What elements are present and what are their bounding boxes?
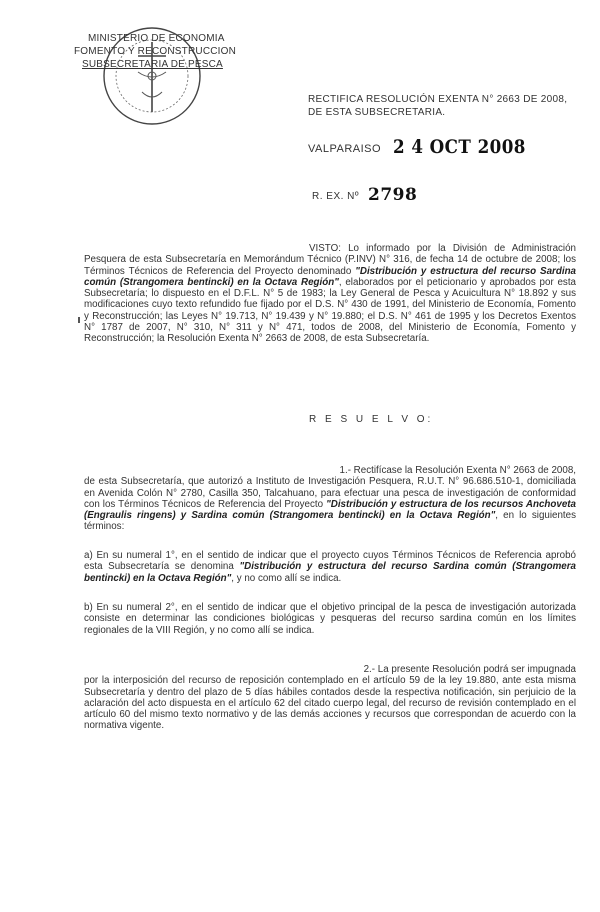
item-2-paragraph: 2.- La presente Resolución podrá ser impugnada por la interposición del recurso de reposición contemplado en el artículo 59 de la ley 19.880, ante esta misma Subsecretaría y dentro del plazo de 5 días hábiles contados desde la respectiva notificación, sin perjuicio de la aclaración del acto dispuesta en el artículo 62 del citado cuerpo legal, del recurso de revisión contemplado en el artículo 60 del mismo texto normativo y de las demás acciones y recursos que correspondan de acuerdo con la normativa vigente. (84, 664, 576, 732)
resolution-subject: RECTIFICA RESOLUCIÓN EXENTA N° 2663 DE 2008, DE ESTA SUBSECRETARIA. (308, 94, 568, 118)
visto-project-title: "Distribución y estructura del recurso Sardina común (Strangomera bentincki) en la Octava Región" (84, 265, 576, 288)
rex-number: 2798 (368, 185, 418, 205)
item-1-lead: 1.- Rectifícase la Resolución Exenta N° 2663 de 2008, (339, 465, 576, 476)
place-label: VALPARAISO (308, 143, 382, 155)
item-b-paragraph: b) En su numeral 2°, en el sentido de indicar que el objetivo principal de la pesca de investigación autorizada consiste en determinar las condiciones biológicas y pesqueras del recurso sardina común en los límites regionales de la VIII Región, y no como allí se indica. (84, 602, 576, 636)
margin-mark (78, 317, 80, 323)
ministry-line-3: SUBSECRETARIA DE PESCA (82, 59, 223, 70)
visto-paragraph: VISTO: Lo informado por la División de Administración Pesquera de esta Subsecretaría en Memorándum Técnico (P.INV) N° 316, de fecha 14 de octubre de 2008; los Términos Técnicos de Referencia del Proyecto denominado "Distribución y estructura del recurso Sardina común (Strangomera bentincki) en la Octava Región", elaborados por el peticionario y aprobados por esta Subsecretaría; lo dispuesto en el D.F.L. N° 5 de 1983; la Ley General de Pesca y Acuicultura N° 18.892 y sus modificaciones cuyo texto refundido fue fijado por el D.S. N° 430 de 1991, del Ministerio de Economía, Fomento y Reconstrucción; las Leyes N° 19.713, N° 19.439 y N° 19.880; el D.S. N° 461 de 1995 y los Decretos Exentos N° 1787 de 2007, N° 310, N° 311 y N° 471, todos de 2008, del Ministerio de Economía, Fomento y Reconstrucción; la Resolución Exenta N° 2663 de 2008, de esta Subsecretaría. (84, 243, 576, 345)
item-a-paragraph: a) En su numeral 1°, en el sentido de indicar que el proyecto cuyos Términos Técnicos de Referencia aprobó esta Subsecretaría se denomina "Distribución y estructura del recurso Sardina común (Strangomera bentincki) en la Octava Región", y no como allí se indica. (84, 550, 577, 584)
item-2-lead: 2.- La presente Resolución podrá ser impugnada (363, 664, 576, 675)
resuelvo-heading: R E S U E L V O: (309, 414, 434, 425)
item-a-project-title: "Distribución y estructura del recurso Sardina común (Strangomera bentincki) en la Octava Región" (84, 561, 577, 584)
item-1-paragraph: 1.- Rectifícase la Resolución Exenta N° 2663 de 2008, de esta Subsecretaría, que autorizó a Instituto de Investigación Pesquera, R.U.T. N° 96.686.510-1, domiciliada en Avenida Colón N° 2780, Casilla 350, Talcahuano, para efectuar una pesca de investigación de conformidad con los Términos Técnicos de Referencia del Proyecto "Distribución y estructura de los recursos Anchoveta (Engraulis ringens) y Sardina común (Strangomera bentincki) en la Octava Región", en lo siguientes términos: (84, 465, 577, 533)
visto-label: VISTO: (309, 243, 341, 254)
date-stamp: 2 4 OCT 2008 (393, 136, 526, 158)
item-1-project-title: "Distribución y estructura de los recursos Anchoveta (Engraulis ringens) y Sardina común (Strangomera bentincki) en la Octava Región" (84, 498, 577, 522)
ministry-line-2: FOMENTO Y RECONSTRUCCION (74, 46, 237, 57)
rex-label: R. EX. Nº (312, 191, 360, 202)
ministry-line-1: MINISTERIO DE ECONOMIA (88, 33, 225, 44)
